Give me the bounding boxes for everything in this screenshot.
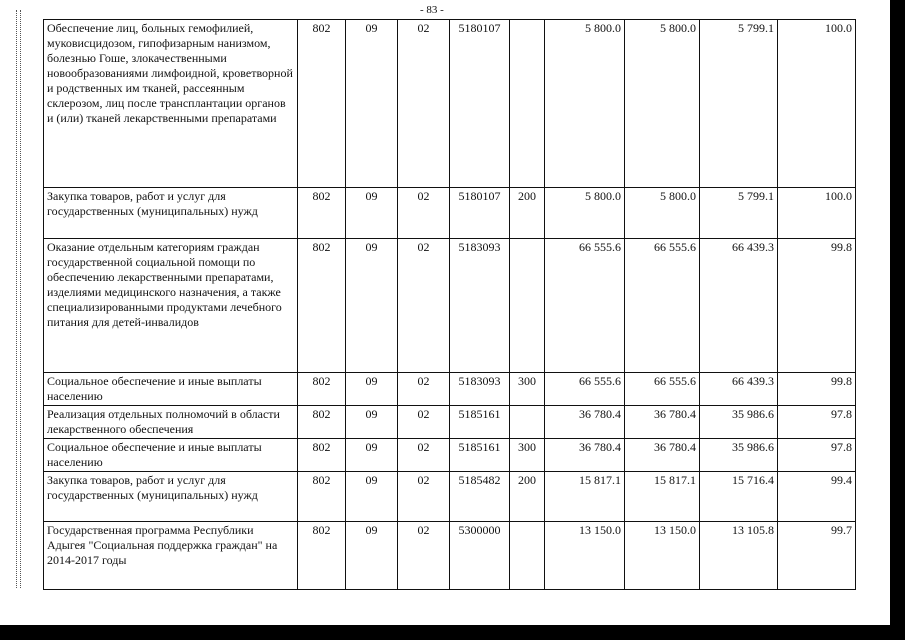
cell-plan: 36 780.4: [545, 406, 625, 439]
row-name: Социальное обеспечение и иные выплаты населению: [44, 439, 298, 472]
row-name: Закупка товаров, работ и услуг для государственных (муниципальных) нужд: [44, 472, 298, 522]
cell-plan: 5 800.0: [545, 20, 625, 188]
scan-bottom-border: [0, 625, 905, 640]
cell-plan: 15 817.1: [545, 472, 625, 522]
cell-vr: [510, 20, 545, 188]
cell-ved: 802: [298, 522, 346, 590]
cell-approved: 5 800.0: [625, 20, 700, 188]
cell-approved: 66 555.6: [625, 373, 700, 406]
cell-rz: 09: [346, 239, 398, 373]
cell-ved: 802: [298, 373, 346, 406]
table-row: [44, 373, 856, 406]
cell-executed: 13 105.8: [700, 522, 778, 590]
cell-csr: 5185161: [450, 439, 510, 472]
cell-vr: [510, 522, 545, 590]
cell-plan: 5 800.0: [545, 188, 625, 239]
table-row: [44, 20, 856, 188]
row-name: Социальное обеспечение и иные выплаты населению: [44, 373, 298, 406]
cell-approved: 36 780.4: [625, 439, 700, 472]
cell-percent: 100.0: [778, 188, 856, 239]
cell-percent: 99.7: [778, 522, 856, 590]
cell-csr: 5180107: [450, 20, 510, 188]
cell-approved: 5 800.0: [625, 188, 700, 239]
cell-percent: 99.4: [778, 472, 856, 522]
row-name: Оказание отдельным категориям граждан государственной социальной помощи по обеспечению лекарственными препаратами, изделиями медицинского назначения, а также специализированными продуктами лечебного питания для детей-инвалидов: [44, 239, 298, 373]
cell-percent: 100.0: [778, 20, 856, 188]
row-name: Реализация отдельных полномочий в области лекарственного обеспечения: [44, 406, 298, 439]
cell-vr: 200: [510, 188, 545, 239]
cell-pr: 02: [398, 439, 450, 472]
cell-csr: 5185161: [450, 406, 510, 439]
cell-csr: 5185482: [450, 472, 510, 522]
cell-rz: 09: [346, 373, 398, 406]
table-row: [44, 188, 856, 239]
cell-csr: 5183093: [450, 373, 510, 406]
scan-right-border: [890, 0, 905, 640]
cell-ved: 802: [298, 472, 346, 522]
cell-executed: 66 439.3: [700, 373, 778, 406]
cell-vr: [510, 406, 545, 439]
cell-pr: 02: [398, 522, 450, 590]
cell-rz: 09: [346, 472, 398, 522]
cell-rz: 09: [346, 439, 398, 472]
cell-plan: 66 555.6: [545, 373, 625, 406]
cell-vr: [510, 239, 545, 373]
cell-percent: 97.8: [778, 439, 856, 472]
cell-csr: 5183093: [450, 239, 510, 373]
cell-rz: 09: [346, 20, 398, 188]
table-row: [44, 239, 856, 373]
cell-pr: 02: [398, 20, 450, 188]
cell-ved: 802: [298, 406, 346, 439]
cell-vr: 200: [510, 472, 545, 522]
cell-vr: 300: [510, 373, 545, 406]
budget-table: [43, 19, 856, 590]
cell-approved: 15 817.1: [625, 472, 700, 522]
cell-ved: 802: [298, 20, 346, 188]
binding-edge-line: [16, 10, 21, 588]
cell-rz: 09: [346, 406, 398, 439]
cell-percent: 99.8: [778, 373, 856, 406]
cell-ved: 802: [298, 439, 346, 472]
cell-plan: 36 780.4: [545, 439, 625, 472]
table-row: [44, 472, 856, 522]
row-name: Обеспечение лиц, больных гемофилией, муковисцидозом, гипофизарным нанизмом, болезнью Гоше, злокачественными новообразованиями лимфоидной, кроветворной и родственных им тканей, рассеянным склерозом, лиц после трансплантации органов и (или) тканей лекарственными препаратами: [44, 20, 298, 188]
cell-percent: 99.8: [778, 239, 856, 373]
cell-csr: 5300000: [450, 522, 510, 590]
cell-rz: 09: [346, 522, 398, 590]
cell-vr: 300: [510, 439, 545, 472]
row-name: Государственная программа Республики Адыгея "Социальная поддержка граждан" на 2014-2017 годы: [44, 522, 298, 590]
row-name: Закупка товаров, работ и услуг для государственных (муниципальных) нужд: [44, 188, 298, 239]
cell-rz: 09: [346, 188, 398, 239]
cell-executed: 35 986.6: [700, 406, 778, 439]
table-row: [44, 522, 856, 590]
page-number: - 83 -: [420, 4, 444, 16]
cell-pr: 02: [398, 373, 450, 406]
cell-executed: 15 716.4: [700, 472, 778, 522]
cell-approved: 36 780.4: [625, 406, 700, 439]
table-row: [44, 406, 856, 439]
cell-pr: 02: [398, 472, 450, 522]
cell-approved: 13 150.0: [625, 522, 700, 590]
cell-pr: 02: [398, 406, 450, 439]
cell-executed: 66 439.3: [700, 239, 778, 373]
cell-percent: 97.8: [778, 406, 856, 439]
cell-approved: 66 555.6: [625, 239, 700, 373]
cell-pr: 02: [398, 239, 450, 373]
cell-executed: 5 799.1: [700, 188, 778, 239]
cell-pr: 02: [398, 188, 450, 239]
cell-plan: 66 555.6: [545, 239, 625, 373]
table-row: [44, 439, 856, 472]
cell-plan: 13 150.0: [545, 522, 625, 590]
cell-ved: 802: [298, 188, 346, 239]
cell-executed: 35 986.6: [700, 439, 778, 472]
cell-csr: 5180107: [450, 188, 510, 239]
cell-ved: 802: [298, 239, 346, 373]
cell-executed: 5 799.1: [700, 20, 778, 188]
